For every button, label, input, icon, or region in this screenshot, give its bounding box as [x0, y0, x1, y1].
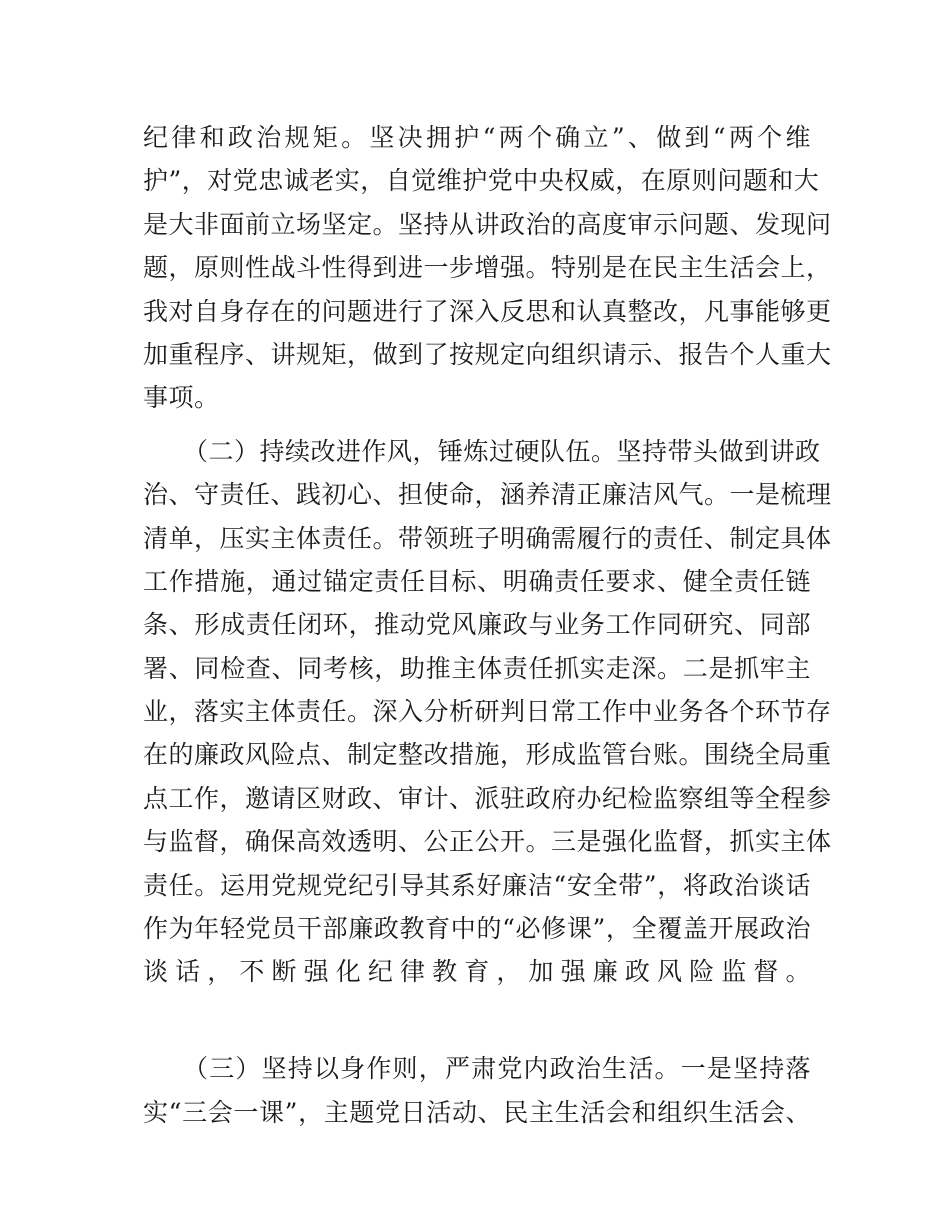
text-line: 护”，对党忠诚老实，自觉维护党中央权威，在原则问题和大	[143, 166, 820, 196]
text-line: 业，落实主体责任。深入分析研判日常工作中业务各个环节存	[143, 697, 832, 727]
paragraph-1	[143, 116, 832, 420]
text-line: 在的廉政风险点、制定整改措施，形成监管台账。围绕全局重	[143, 740, 832, 770]
text-line: 事项。	[143, 383, 220, 413]
text-line: 点工作，邀请区财政、审计、派驻政府办纪检监察组等全程参	[143, 783, 832, 813]
text-line: 责任。运用党规党纪引导其系好廉洁“安全带”，将政治谈话	[143, 870, 811, 900]
document-page	[143, 116, 832, 1144]
text-line: 实“三会一课”，主题党日活动、民主生活会和组织生活会、	[143, 1097, 811, 1127]
text-line: 工作措施，通过锚定责任目标、明确责任要求、健全责任链	[143, 566, 811, 596]
text-line: 我对自身存在的问题进行了深入反思和认真整改，凡事能够更	[143, 296, 832, 326]
section-heading-line: （二）持续改进作风，锤炼过硬队伍。坚持带头做到讲政	[183, 436, 821, 466]
paragraph-3	[143, 1047, 811, 1134]
text-line: 纪律和政治规矩。坚决拥护“两个确立”、做到“两个维	[143, 123, 811, 152]
text-line	[143, 994, 811, 1037]
text-line: 作为年轻党员干部廉政教育中的“必修课”，全覆盖开展政治	[143, 914, 811, 944]
text-line: 谈话，不断强化纪律教育，加强廉政风险监督。	[143, 957, 811, 987]
text-line: 题，原则性战斗性得到进一步增强。特别是在民主生活会上，	[143, 253, 832, 283]
text-line: 是大非面前立场坚定。坚持从讲政治的高度审示问题、发现问	[143, 209, 832, 239]
paragraph-2	[143, 430, 832, 1037]
section-heading-line: （三）坚持以身作则，严肃党内政治生活。一是坚持落	[183, 1054, 811, 1084]
text-line: 治、守责任、践初心、担使命，涵养清正廉洁风气。一是梳理	[143, 480, 832, 510]
text-line: 署、同检查、同考核，助推主体责任抓实走深。二是抓牢主	[143, 653, 811, 683]
text-line: 与监督，确保高效透明、公正公开。三是强化监督，抓实主体	[143, 827, 832, 857]
text-line: 清单，压实主体责任。带领班子明确需履行的责任、制定具体	[143, 523, 832, 553]
text-line: 加重程序、讲规矩，做到了按规定向组织请示、报告个人重大	[143, 339, 832, 369]
text-line: 条、形成责任闭环，推动党风廉政与业务工作同研究、同部	[143, 610, 811, 640]
